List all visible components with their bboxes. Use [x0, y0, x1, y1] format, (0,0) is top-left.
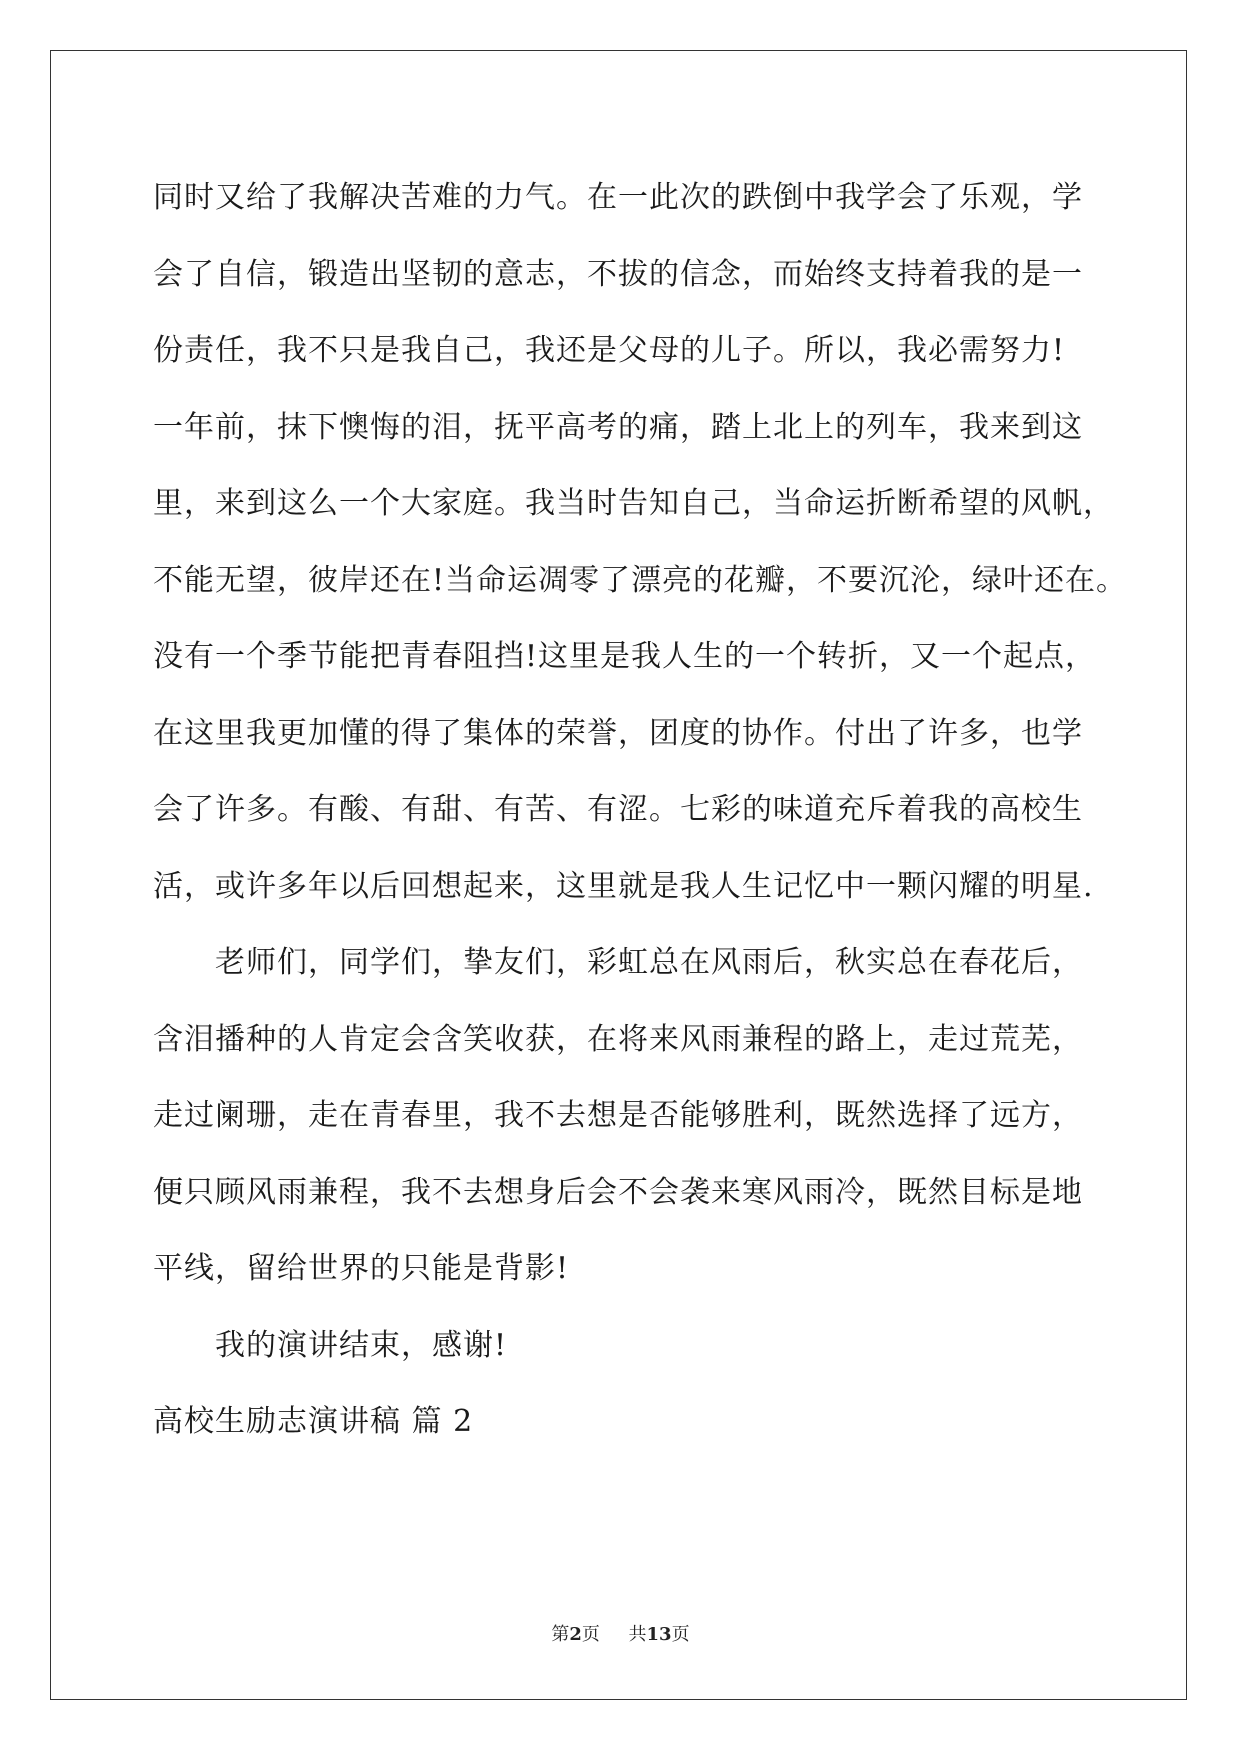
total-suffix: 页 [671, 1624, 690, 1645]
closing-line: 我的演讲结束，感谢! [215, 1327, 508, 1363]
text-line: 走过阑珊，走在青春里，我不去想是否能够胜利，既然选择了远方， [153, 1098, 1083, 1133]
total-prefix: 共 [628, 1624, 647, 1645]
section-heading: 高校生励志演讲稿 篇 2 [153, 1404, 474, 1439]
paragraph-start-line: 老师们，同学们，挚友们，彩虹总在风雨后，秋实总在春花后， [215, 945, 1083, 980]
text-line: 不能无望，彼岸还在!当命运凋零了漂亮的花瓣，不要沉沦，绿叶还在。 [153, 562, 1128, 598]
text-line: 便只顾风雨兼程，我不去想身后会不会袭来寒风雨冷，既然目标是地 [153, 1174, 1083, 1210]
page-prefix: 第 [551, 1624, 570, 1645]
text-line: 里，来到这么一个大家庭。我当时告知自己，当命运折断希望的风帆， [153, 486, 1114, 521]
page-suffix: 页 [581, 1624, 600, 1645]
document-body [153, 160, 1128, 1461]
text-line: 平线，留给世界的只能是背影! [153, 1251, 570, 1286]
page-footer [0, 1620, 1241, 1646]
text-line: 没有一个季节能把青春阻挡!这里是我人生的一个转折，又一个起点， [153, 639, 1097, 674]
text-line: 份责任，我不只是我自己，我还是父母的儿子。所以，我必需努力! [153, 333, 1066, 368]
text-line: 会了许多。有酸、有甜、有苦、有涩。七彩的味道充斥着我的高校生 [153, 792, 1083, 827]
text-line: 一年前，抹下懊悔的泪，抚平高考的痛，踏上北上的列车，我来到这 [153, 409, 1083, 445]
total-pages: 13 [646, 1624, 672, 1645]
text-line: 同时又给了我解决苦难的力气。在一此次的跌倒中我学会了乐观，学 [153, 180, 1083, 215]
text-line: 活，或许多年以后回想起来，这里就是我人生记忆中一颗闪耀的明星. [153, 868, 1094, 904]
text-line: 在这里我更加懂的得了集体的荣誉，团度的协作。付出了许多，也学 [153, 715, 1083, 751]
page-number: 2 [569, 1624, 582, 1645]
text-line: 会了自信，锻造出坚韧的意志，不拔的信念，而始终支持着我的是一 [153, 256, 1083, 292]
text-line: 含泪播种的人肯定会含笑收获，在将来风雨兼程的路上，走过荒芜， [153, 1021, 1083, 1057]
